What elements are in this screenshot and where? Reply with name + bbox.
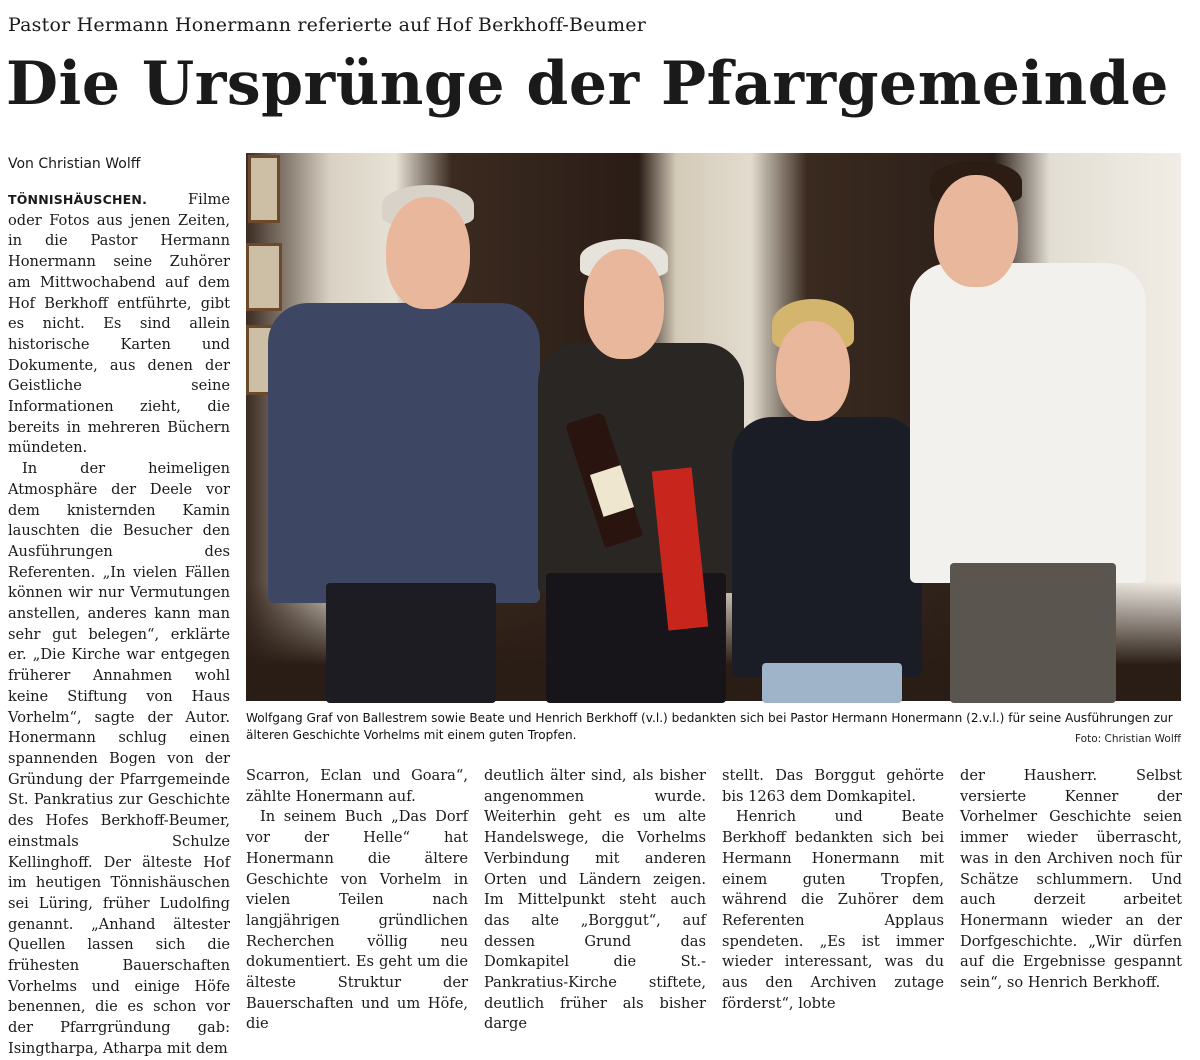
wall-frame: [246, 243, 282, 311]
article-paragraph: [8, 190, 230, 459]
article-photo: [246, 153, 1181, 701]
article-paragraph: deutlich älter sind, als bisher angenommen wurde. Weiterhin geht es um alte Handelswege, die Vorhelms Verbindung mit anderen Orten und Ländern zeigen. Im Mittelpunkt steht auch das alte „Borggut“, auf dessen Grund das Domkapitel die St.-Pankratius-Kirche stiftete, deutlich früher als bisher darge: [484, 767, 706, 1033]
article-paragraph: Scarron, Eclan und Goara“, zählte Honermann auf.: [246, 767, 468, 805]
article-paragraph: stellt. Das Borggut gehörte bis 1263 dem Domkapitel.: [722, 767, 944, 805]
article-paragraph: In seinem Buch „Das Dorf vor der Helle“ hat Honermann die ältere Geschichte von Vorhelm in vielen Teilen nach langjährigen gründlichen Recherchen völlig neu dokumentiert. Es geht um die älteste Struktur der Bauerschaften und um Höfe, die: [246, 808, 468, 1033]
photo-credit: Foto: Christian Wolff: [1075, 733, 1181, 745]
article-byline: Von Christian Wolff: [8, 156, 141, 172]
article-column-3: [484, 766, 706, 1033]
photo-caption: Wolfgang Graf von Ballestrem sowie Beate und Henrich Berkhoff (v.l.) bedankten sich bei Pastor Hermann Honermann (2.v.l.) für seine Ausführungen zur älteren Geschichte Vorhelms mit einem guten Tropfen.: [246, 711, 1173, 742]
article-paragraph: Henrich und Beate Berkhoff bedankten sich bei Hermann Honermann mit einem guten Tropfen, während die Zuhörer dem Referenten Applaus spendeten. „Es ist immer wieder interessant, was du aus den Archiven zutage förderst“, lobte: [722, 808, 944, 1012]
article-dateline: TÖNNISHÄUSCHEN.: [8, 192, 148, 207]
article-text: Filme oder Fotos aus jenen Zeiten, in die Pastor Hermann Honermann seine Zuhörer am Mittwochabend auf dem Hof Berkhoff entführte, gibt es nicht. Es sind allein historische Karten und Dokumente, aus denen der Geistliche seine Informationen zieht, die bereits in mehreren Büchern mündeten.: [8, 191, 230, 457]
article-column-4: [722, 766, 944, 1012]
article-paragraph: der Hausherr. Selbst versierte Kenner der Vorhelmer Geschichte seien immer wieder überrascht, was in den Archiven noch für Schätze schlummern. Und auch derzeit arbeitet Honermann wieder an der Dorfgeschichte. „Wir dürfen auf die Ergebnisse gespannt sein“, so Henrich Berkhoff.: [960, 767, 1182, 992]
article-kicker: Pastor Hermann Honermann referierte auf Hof Berkhoff-Beumer: [8, 14, 646, 36]
article-paragraph: In der heimeligen Atmosphäre der Deele vor dem knisternden Kamin lauschten die Besucher den Ausführungen des Referenten. „In vielen Fällen können wir nur Vermutungen anstellen, anderes kann man sehr gut belegen“, erklärte er. „Die Kirche war entgegen früherer Annahmen wohl keine Stiftung von Haus Vorhelm“, sagte der Autor. Honermann schlug einen spannenden Bogen von der Gründung der Pfarrgemeinde St. Pankratius zur Geschichte des Hofes Berkhoff-Beumer, einstmals Schulze Kellinghoff. Der älteste Hof im heutigen Tönnishäuschen sei Lüring, früher Ludolfing genannt. „Anhand ältester Quellen lassen sich die frühesten Bauerschaften Vorhelms und einige Höfe benennen, die es schon vor der Pfarrgründung gab: Isingtharpa, Atharpa mit dem: [8, 460, 230, 1057]
article-column-2: [246, 766, 468, 1033]
article-headline: Die Ursprünge der Pfarrgemeinde: [6, 49, 1169, 119]
article-column-1: [8, 190, 230, 1057]
article-column-5: [960, 766, 1182, 994]
wall-frame: [248, 155, 280, 223]
